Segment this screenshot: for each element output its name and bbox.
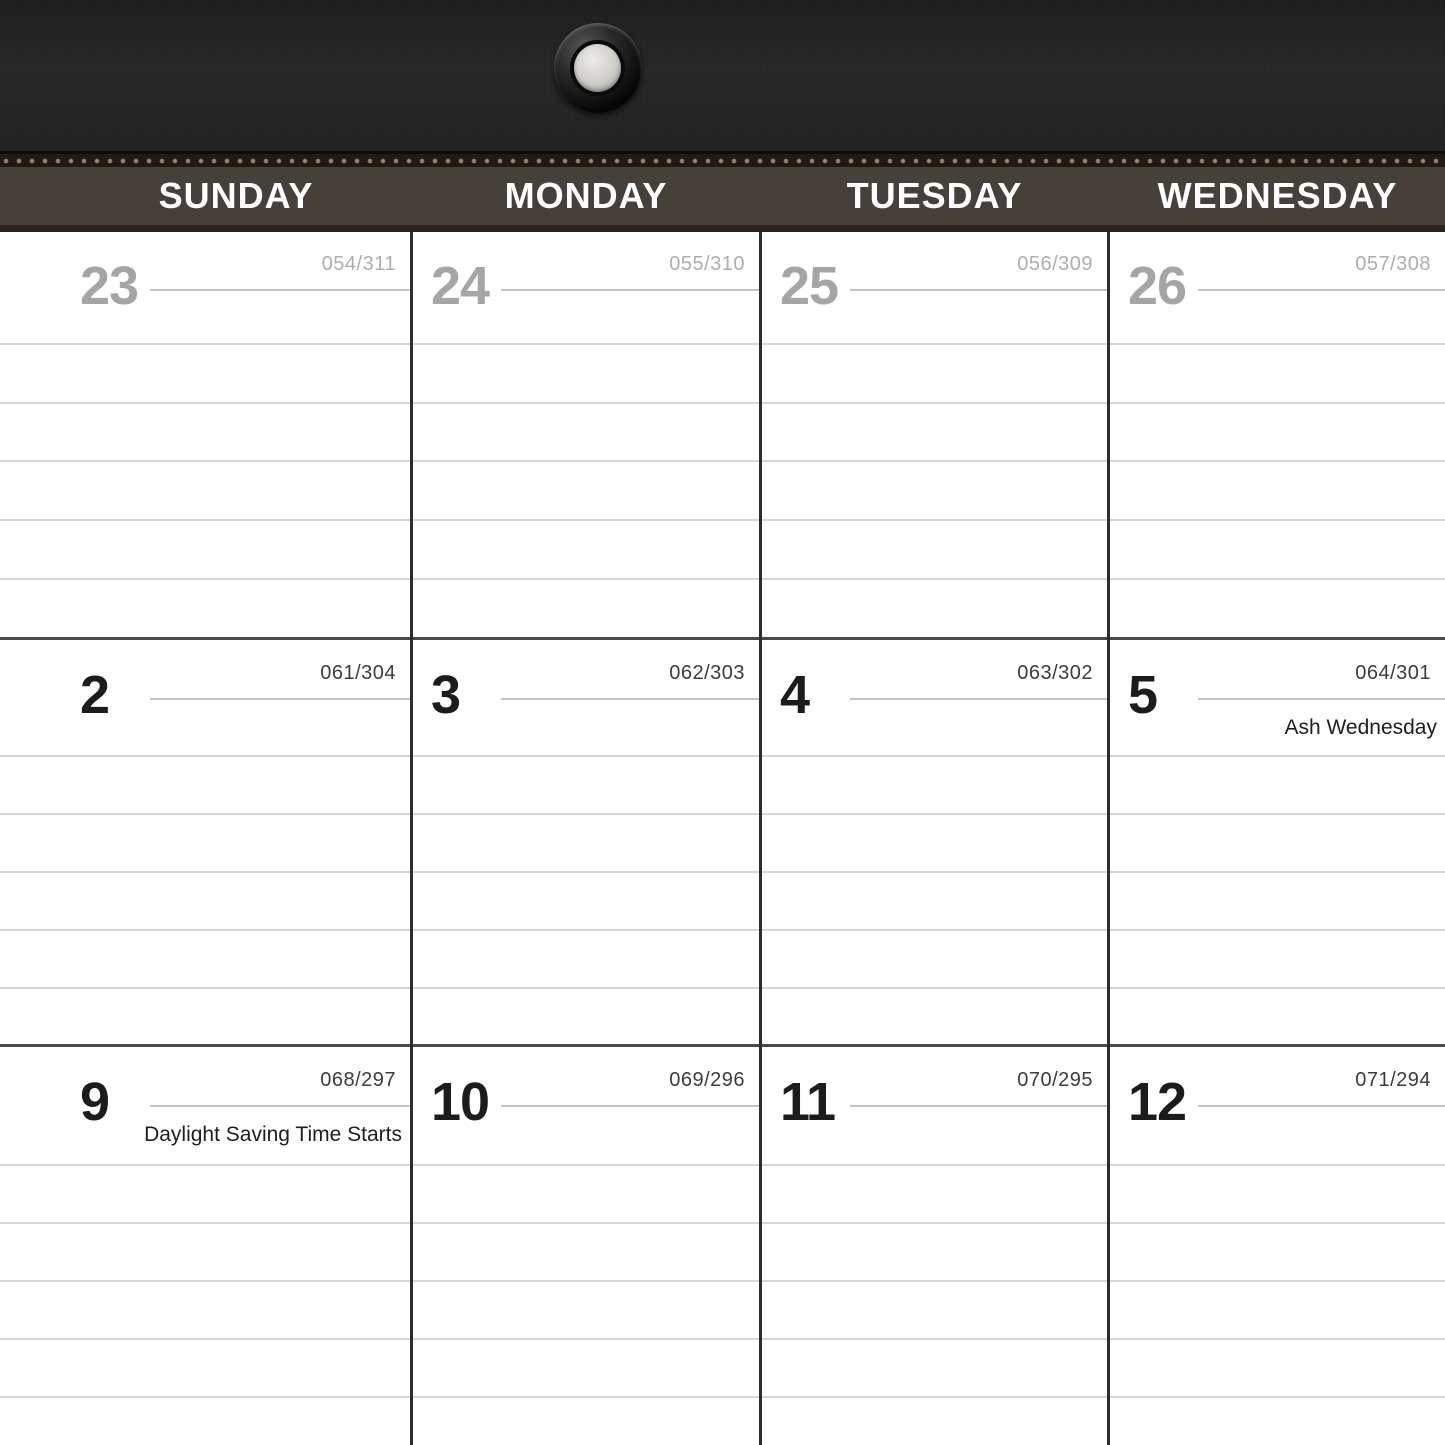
weekday-header-monday: MONDAY xyxy=(504,175,668,216)
julian-date: 069/296 xyxy=(669,1069,745,1091)
day-number: 12 xyxy=(1128,1072,1187,1132)
calendar-cell-12 xyxy=(1110,1047,1445,1445)
julian-date: 071/294 xyxy=(1355,1069,1431,1091)
date-underline xyxy=(1198,289,1445,291)
day-number: 10 xyxy=(431,1072,490,1132)
date-underline xyxy=(501,289,759,291)
stitching-strip xyxy=(0,154,1445,167)
date-underline xyxy=(150,1105,410,1107)
julian-date: 055/310 xyxy=(669,253,745,275)
date-underline xyxy=(1198,1105,1445,1107)
date-underline xyxy=(501,698,759,700)
day-number: 9 xyxy=(80,1072,110,1132)
grommet-eyelet-icon xyxy=(554,23,642,113)
date-underline xyxy=(850,289,1107,291)
calendar-cell-26 xyxy=(1110,231,1445,637)
holiday-note: Daylight Saving Time Starts xyxy=(144,1123,402,1146)
day-number: 26 xyxy=(1128,256,1187,316)
day-number: 3 xyxy=(431,665,461,725)
day-number: 23 xyxy=(80,256,139,316)
calendar-cell-5 xyxy=(1110,640,1445,1044)
day-number: 11 xyxy=(780,1072,836,1132)
day-number: 5 xyxy=(1128,665,1158,725)
weekday-header-sunday: SUNDAY xyxy=(158,175,314,216)
calendar-cell-9 xyxy=(62,1047,410,1445)
binding-band xyxy=(0,0,1445,154)
calendar-cell-3 xyxy=(413,640,759,1044)
date-underline xyxy=(150,698,410,700)
date-underline xyxy=(1198,698,1445,700)
weekday-header-bar xyxy=(0,167,1445,232)
weekday-header-tuesday: TUESDAY xyxy=(846,175,1023,216)
calendar-cell-10 xyxy=(413,1047,759,1445)
julian-date: 057/308 xyxy=(1355,253,1431,275)
weekday-header-wednesday: WEDNESDAY xyxy=(1157,175,1398,216)
holiday-note: Ash Wednesday xyxy=(1284,716,1437,739)
calendar-cell-25 xyxy=(762,231,1107,637)
calendar-cell-4 xyxy=(762,640,1107,1044)
calendar-cell-11 xyxy=(762,1047,1107,1445)
julian-date: 064/301 xyxy=(1355,662,1431,684)
day-number: 4 xyxy=(780,665,810,725)
julian-date: 056/309 xyxy=(1017,253,1093,275)
date-underline xyxy=(850,698,1107,700)
date-underline xyxy=(850,1105,1107,1107)
day-number: 2 xyxy=(80,665,110,725)
julian-date: 062/303 xyxy=(669,662,745,684)
julian-date: 063/302 xyxy=(1017,662,1093,684)
calendar-cell-23 xyxy=(62,231,410,637)
day-number: 24 xyxy=(431,256,490,316)
julian-date: 054/311 xyxy=(321,253,396,275)
date-underline xyxy=(501,1105,759,1107)
grommet-hole xyxy=(574,44,621,92)
day-number: 25 xyxy=(780,256,839,316)
calendar-cell-24 xyxy=(413,231,759,637)
julian-date: 068/297 xyxy=(320,1069,396,1091)
calendar-cell-2 xyxy=(62,640,410,1044)
julian-date: 061/304 xyxy=(320,662,396,684)
julian-date: 070/295 xyxy=(1017,1069,1093,1091)
date-underline xyxy=(150,289,410,291)
